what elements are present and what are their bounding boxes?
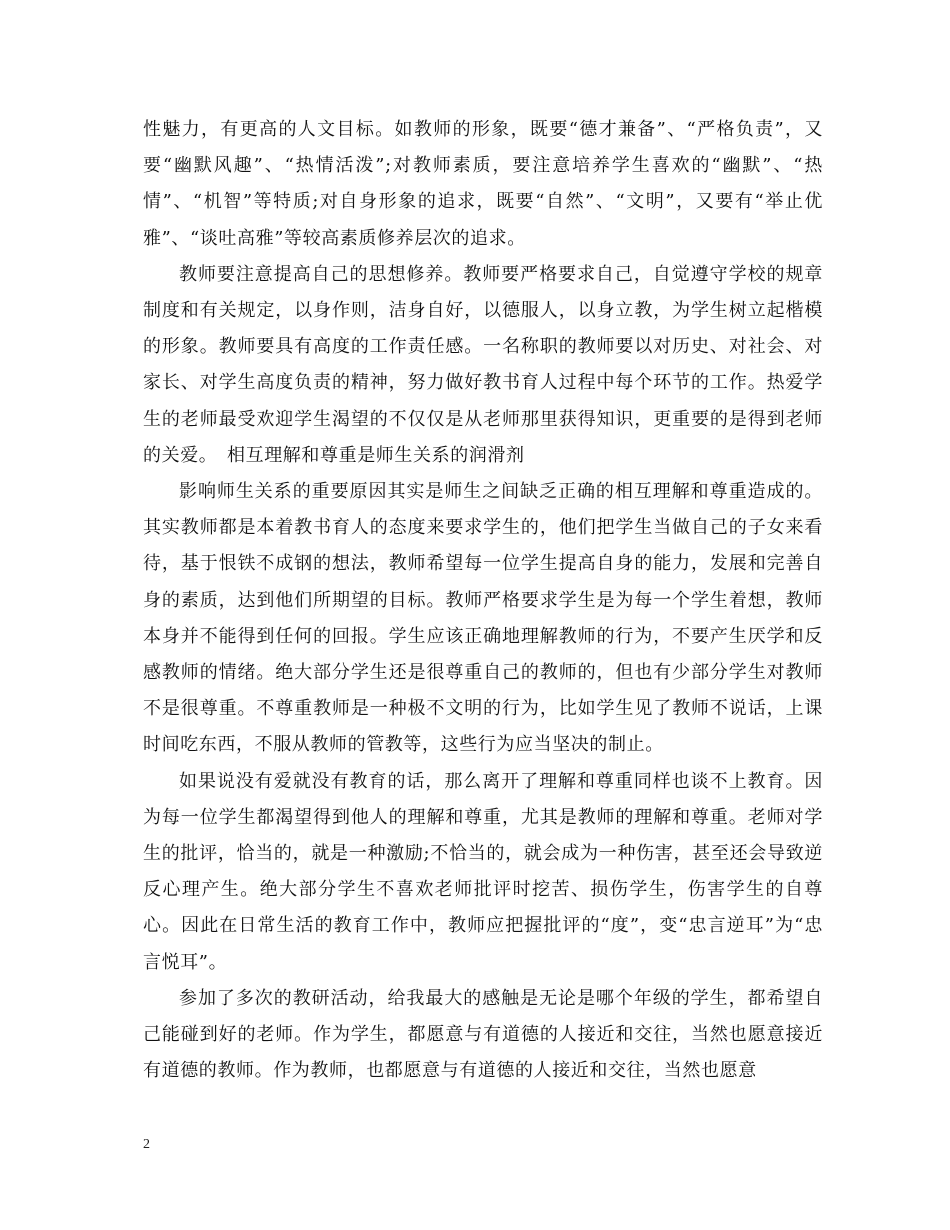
paragraph-5: 参加了多次的教研活动，给我最大的感触是无论是哪个年级的学生，都希望自己能碰到好的老师。作为学生，都愿意与有道德的人接近和交往，当然也愿意接近有道德的教师。作为教师，也都愿意与有道德的人接近和交往，当然也愿意 [143,987,823,1082]
page-number: 2 [143,1137,150,1152]
paragraph-3: 影响师生关系的重要原因其实是师生之间缺乏正确的相互理解和尊重造成的。其实教师都是本着教书育人的态度来要求学生的，他们把学生当做自己的子女来看待，基于恨铁不成钢的想法，教师希望每一位学生提高自身的能力，发展和完善自身的素质，达到他们所期望的目标。教师严格要求学生是为每一个学生着想，教师本身并不能得到任何的回报。学生应该正确地理解教师的行为，不要产生厌学和反感教师的情绪。绝大部分学生还是很尊重自己的教师的，但也有少部分学生对教师不是很尊重。不尊重教师是一种极不文明的行为，比如学生见了教师不说话，上课时间吃东西，不服从教师的管教等，这些行为应当坚决的制止。 [143,481,823,756]
document-body [143,112,823,1089]
paragraph-4: 如果说没有爱就没有教育的话，那么离开了理解和尊重同样也谈不上教育。因为每一位学生都渴望得到他人的理解和尊重，尤其是教师的理解和尊重。老师对学生的批评，恰当的，就是一种激励;不恰当的，就会成为一种伤害，甚至还会导致逆反心理产生。绝大部分学生不喜欢老师批评时挖苦、损伤学生，伤害学生的自尊心。因此在日常生活的教育工作中，教师应把握批评的“度”，变“忠言逆耳”为“忠言悦耳”。 [143,770,823,973]
paragraph-1: 性魅力，有更高的人文目标。如教师的形象，既要“德才兼备”、“严格负责”，又要“幽默风趣”、“热情活泼”;对教师素质，要注意培养学生喜欢的“幽默”、“热情”、“机智”等特质;对自身形象的追求，既要“自然”、“文明”，又要有“举止优雅”、“谈吐高雅”等较高素质修养层次的追求。 [143,119,823,249]
paragraph-2: 教师要注意提高自己的思想修养。教师要严格要求自己，自觉遵守学校的规章制度和有关规定，以身作则，洁身自好，以德服人，以身立教，为学生树立起楷模的形象。教师要具有高度的工作责任感。一名称职的教师要以对历史、对社会、对家长、对学生高度负责的精神，努力做好教书育人过程中每个环节的工作。热爱学生的老师最受欢迎学生渴望的不仅仅是从老师那里获得知识，更重要的是得到老师的关爱。 相互理解和尊重是师生关系的润滑剂 [143,263,823,466]
